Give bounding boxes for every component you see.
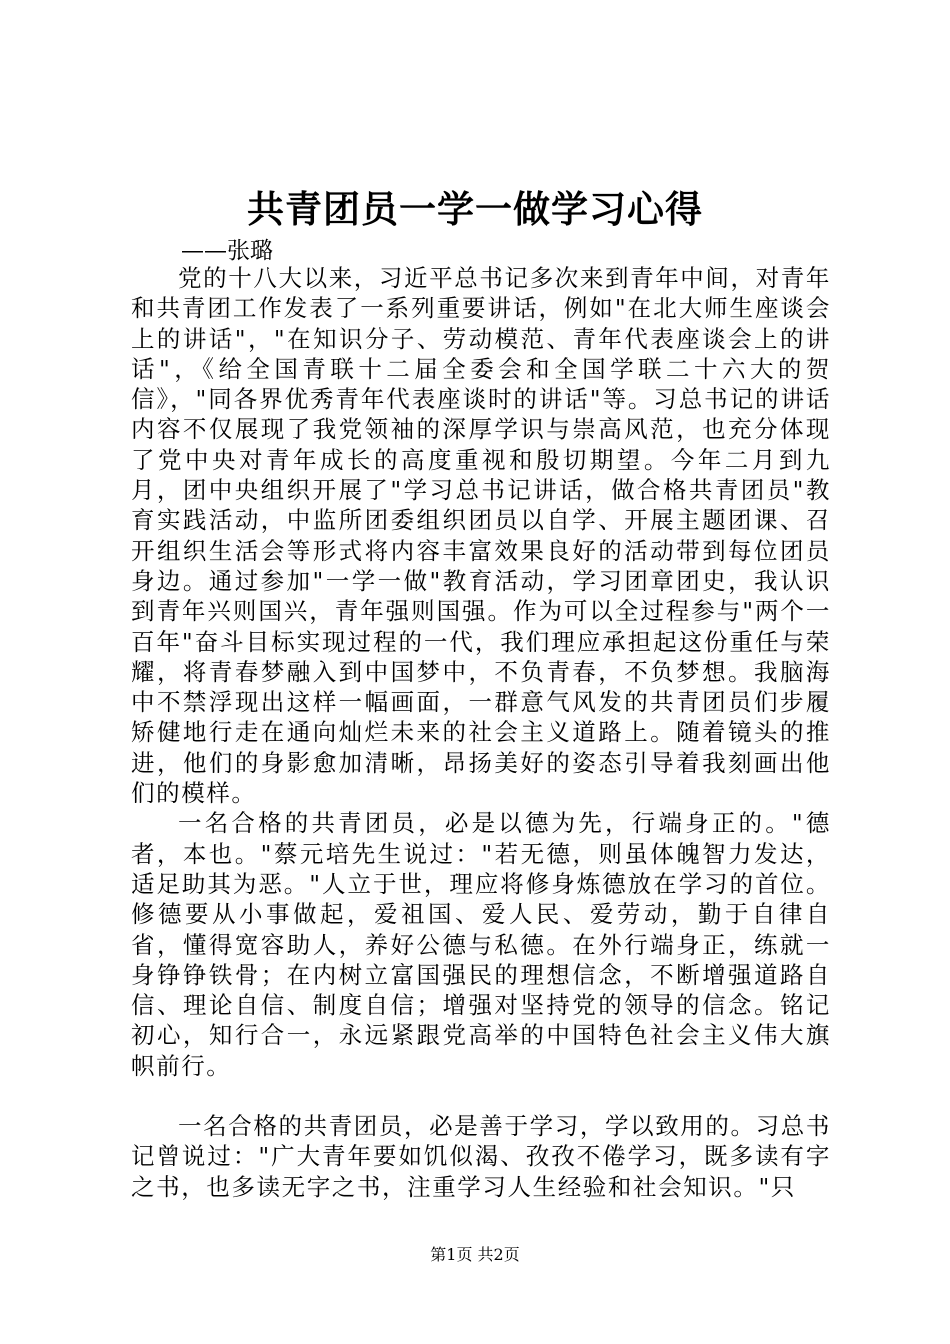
document-title: 共青团员一学一做学习心得 [247, 188, 703, 231]
paragraph-2: 一名合格的共青团员，必是以德为先，行端身正的。"德者，本也。"蔡元培先生说过："若无德，则虽体魄智力发达，适足助其为恶。"人立于世，理应将修身炼德放在学习的首位。修德要从小事做起，爱祖国、爱人民、爱劳动，勤于自律自省，懂得宽容助人，养好公德与私德。在外行端身正，练就一身铮铮铁骨；在内树立富国强民的理想信念，不断增强道路自信、理论自信、制度自信；增强对坚持党的领导的信念。铭记初心，知行合一，永远紧跟党高举的中国特色社会主义伟大旗帜前行。 [131, 809, 831, 1080]
document-body [131, 263, 831, 1202]
paragraph-1: 党的十八大以来，习近平总书记多次来到青年中间，对青年和共青团工作发表了一系列重要讲话，例如"在北大师生座谈会上的讲话"，"在知识分子、劳动模范、青年代表座谈会上的讲话"，《给全国青联十二届全委会和全国学联二十六大的贺信》，"同各界优秀青年代表座谈时的讲话"等。习总书记的讲话内容不仅展现了我党领袖的深厚学识与崇高风范，也充分体现了党中央对青年成长的高度重视和殷切期望。今年二月到九月，团中央组织开展了"学习总书记讲话，做合格共青团员"教育实践活动，中监所团委组织团员以自学、开展主题团课、召开组织生活会等形式将内容丰富效果良好的活动带到每位团员身边。通过参加"一学一做"教育活动，学习团章团史，我认识到青年兴则国兴，青年强则国强。作为可以全过程参与"两个一百年"奋斗目标实现过程的一代，我们理应承担起这份重任与荣耀，将青春梦融入到中国梦中，不负青春，不负梦想。我脑海中不禁浮现出这样一幅画面，一群意气风发的共青团员们步履矫健地行走在通向灿烂未来的社会主义道路上。随着镜头的推进，他们的身影愈加清晰，昂扬美好的姿态引导着我刻画出他们的模样。 [131, 264, 831, 808]
paragraph-3: 一名合格的共青团员，必是善于学习，学以致用的。习总书记曾说过："广大青年要如饥似渴、孜孜不倦学习，既多读有字之书，也多读无字之书，注重学习人生经验和社会知识。"只 [131, 1112, 831, 1201]
page-number-footer: 第1页 共2页 [430, 1245, 520, 1264]
document-author: ——张璐 [181, 238, 273, 264]
